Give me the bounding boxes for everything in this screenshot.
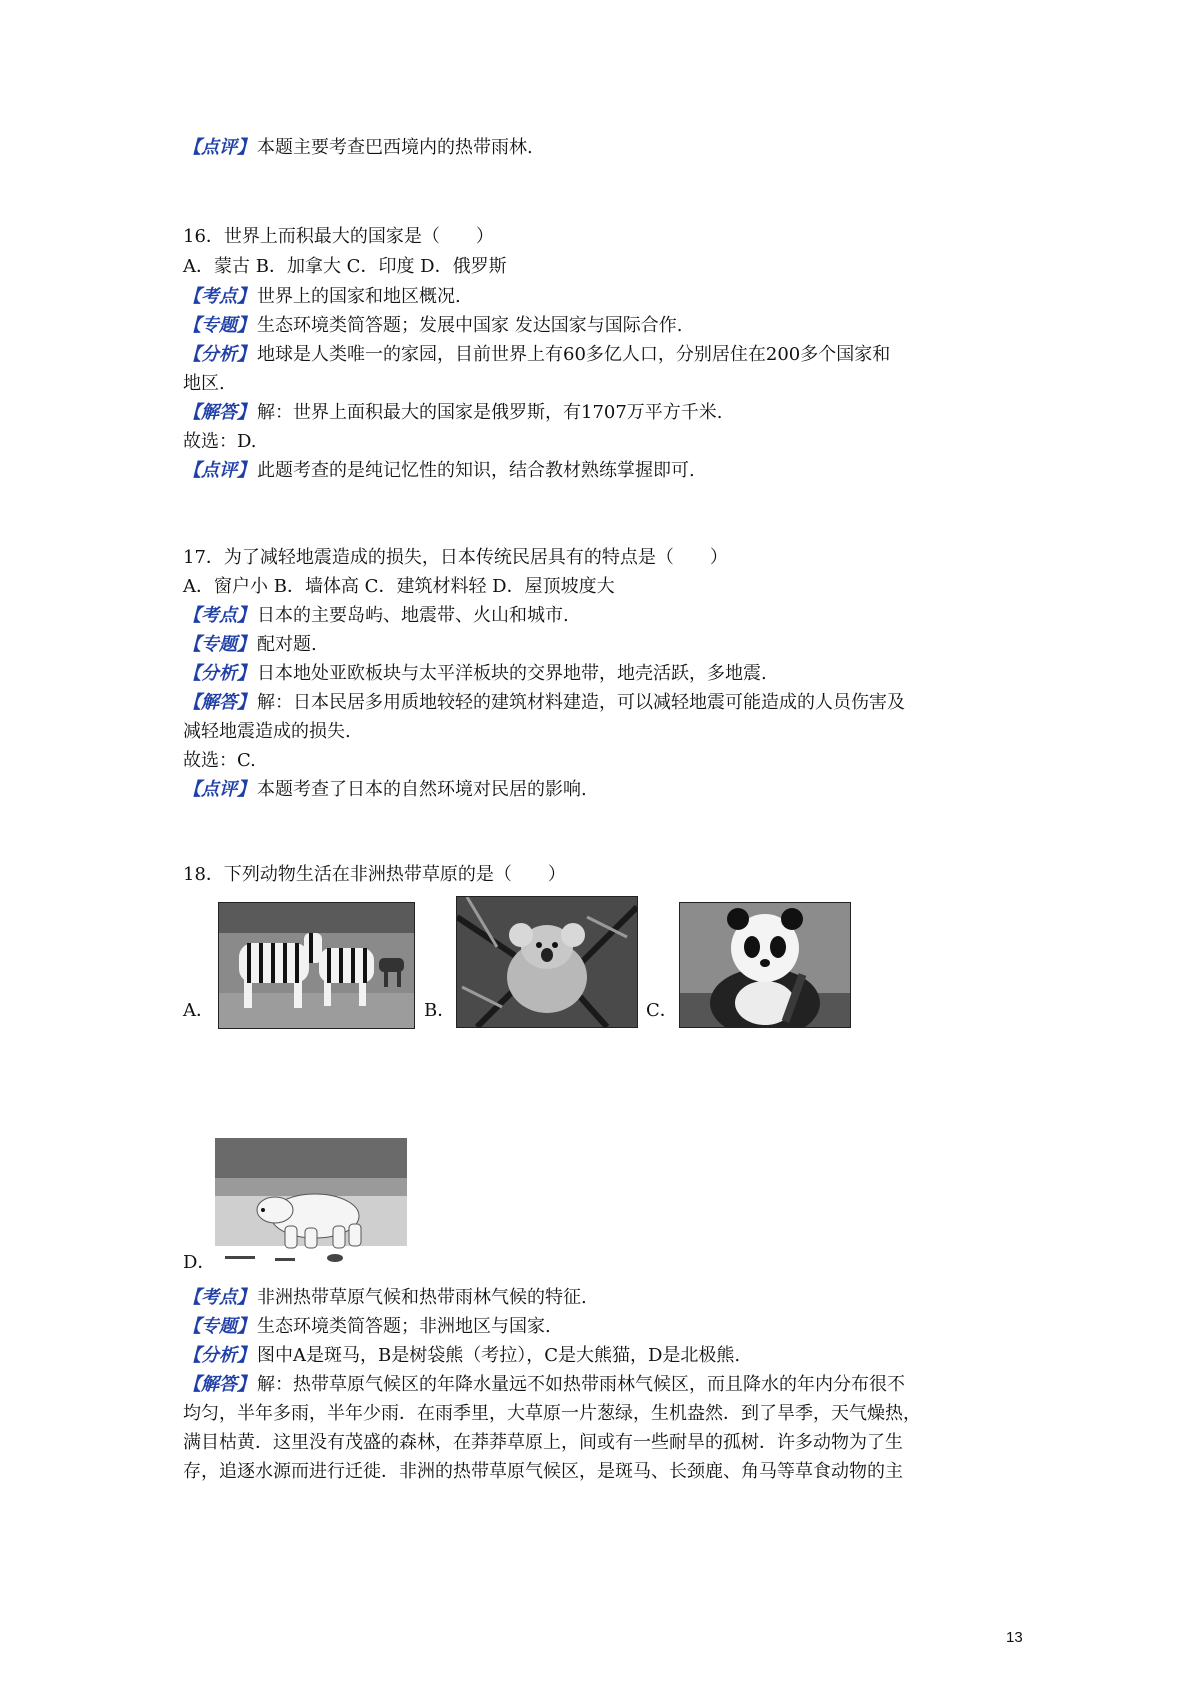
- polar-bear-photo-drawing: [215, 1138, 407, 1268]
- q16-zhuanti: [183, 313, 682, 339]
- q16-fenxi: [183, 342, 890, 368]
- q16-answer: 故选：D.: [183, 431, 257, 452]
- zhuanti-tag: 【专题】: [183, 634, 255, 655]
- q17-jieda: [183, 690, 905, 716]
- zhuanti-text: 生态环境类简答题；发展中国家 发达国家与国际合作.: [257, 315, 683, 336]
- zhuanti-tag: 【专题】: [183, 1316, 255, 1337]
- q16-kaodian: [183, 284, 461, 310]
- jieda-text: 解：热带草原气候区的年降水量远不如热带雨林气候区，而且降水的年内分布很不: [257, 1374, 905, 1395]
- dianping-tag: 【点评】: [183, 460, 255, 481]
- q18-fenxi: [183, 1343, 740, 1369]
- jieda-tag: 【解答】: [183, 1374, 255, 1395]
- jieda-text: 解：日本民居多用质地较轻的建筑材料建造，可以减轻地震可能造成的人员伤害及: [257, 692, 905, 713]
- zhuanti-text: 生态环境类简答题；非洲地区与国家.: [257, 1316, 551, 1337]
- jieda-tag: 【解答】: [183, 402, 255, 423]
- fenxi-text: 图中A是斑马，B是树袋熊（考拉），C是大熊猫，D是北极熊.: [257, 1345, 741, 1366]
- review-tag: 【点评】: [183, 137, 255, 158]
- polar-bear-photo: [215, 1138, 407, 1268]
- q16-stem: 16．世界上而积最大的国家是（ ）: [183, 226, 494, 247]
- jieda-text: 解：世界上面积最大的国家是俄罗斯，有1707万平方千米.: [257, 402, 723, 423]
- jieda-tag: 【解答】: [183, 692, 255, 713]
- koala-photo-drawing: [457, 897, 637, 1027]
- q16-fenxi-cont: 地区.: [183, 373, 225, 394]
- fenxi-text: 地球是人类唯一的家园，目前世界上有60多亿人口，分别居住在200多个国家和: [257, 344, 891, 365]
- option-c-label: C．: [646, 1000, 678, 1021]
- fenxi-text: 日本地处亚欧板块与太平洋板块的交界地带，地壳活跃，多地震.: [257, 663, 767, 684]
- q17-zhuanti: [183, 632, 317, 658]
- q17-stem: 17．为了减轻地震造成的损失，日本传统民居具有的特点是（ ）: [183, 547, 728, 568]
- kaodian-text: 世界上的国家和地区概况.: [257, 286, 461, 307]
- page-number: 13: [1006, 1629, 1023, 1646]
- kaodian-tag: 【考点】: [183, 605, 255, 626]
- q18-stem: 18．下列动物生活在非洲热带草原的是（ ）: [183, 864, 566, 885]
- fenxi-tag: 【分析】: [183, 663, 255, 684]
- q18-zhuanti: [183, 1314, 551, 1340]
- q16-options: A．蒙古 B．加拿大 C．印度 D．俄罗斯: [183, 256, 507, 277]
- q16-dianping: [183, 458, 695, 484]
- kaodian-tag: 【考点】: [183, 1287, 255, 1308]
- q16-jieda: [183, 400, 723, 426]
- q18-jieda: [183, 1372, 905, 1398]
- fenxi-tag: 【分析】: [183, 1345, 255, 1366]
- q17-jieda-cont: 减轻地震造成的损失.: [183, 721, 351, 742]
- q17-fenxi: [183, 661, 767, 687]
- fenxi-tag: 【分析】: [183, 344, 255, 365]
- option-b-label: B．: [424, 1000, 456, 1021]
- q17-options: A．窗户小 B．墙体高 C．建筑材料轻 D．屋顶坡度大: [183, 576, 615, 597]
- kaodian-text: 日本的主要岛屿、地震带、火山和城市.: [257, 605, 569, 626]
- option-d-label: D．: [183, 1252, 216, 1273]
- dianping-text: 本题考查了日本的自然环境对民居的影响.: [257, 779, 587, 800]
- zebra-photo-drawing: [219, 903, 414, 1028]
- review-text: 本题主要考查巴西境内的热带雨林.: [257, 137, 533, 158]
- dianping-tag: 【点评】: [183, 779, 255, 800]
- q17-dianping: [183, 777, 587, 803]
- zebra-photo: [218, 902, 415, 1029]
- zhuanti-text: 配对题.: [257, 634, 317, 655]
- kaodian-text: 非洲热带草原气候和热带雨林气候的特征.: [257, 1287, 587, 1308]
- q17-kaodian: [183, 603, 569, 629]
- panda-photo-drawing: [680, 903, 850, 1027]
- dianping-text: 此题考查的是纯记忆性的知识，结合教材熟练掌握即可.: [257, 460, 695, 481]
- zhuanti-tag: 【专题】: [183, 315, 255, 336]
- option-a-label: A．: [183, 1000, 214, 1021]
- koala-photo: [456, 896, 638, 1028]
- q18-jieda-line: 满目枯黄．这里没有茂盛的森林，在莽莽草原上，间或有一些耐旱的孤树．许多动物为了生: [183, 1432, 903, 1453]
- q18-jieda-line: 存，追逐水源而进行迁徙．非洲的热带草原气候区，是斑马、长颈鹿、角马等草食动物的主: [183, 1461, 903, 1482]
- q17-answer: 故选：C.: [183, 750, 256, 771]
- q18-jieda-line: 均匀，半年多雨，半年少雨．在雨季里，大草原一片葱绿，生机盎然．到了旱季，天气燥热，: [183, 1403, 921, 1424]
- q15-review: [183, 135, 533, 161]
- panda-photo: [679, 902, 851, 1028]
- kaodian-tag: 【考点】: [183, 286, 255, 307]
- q18-kaodian: [183, 1285, 587, 1311]
